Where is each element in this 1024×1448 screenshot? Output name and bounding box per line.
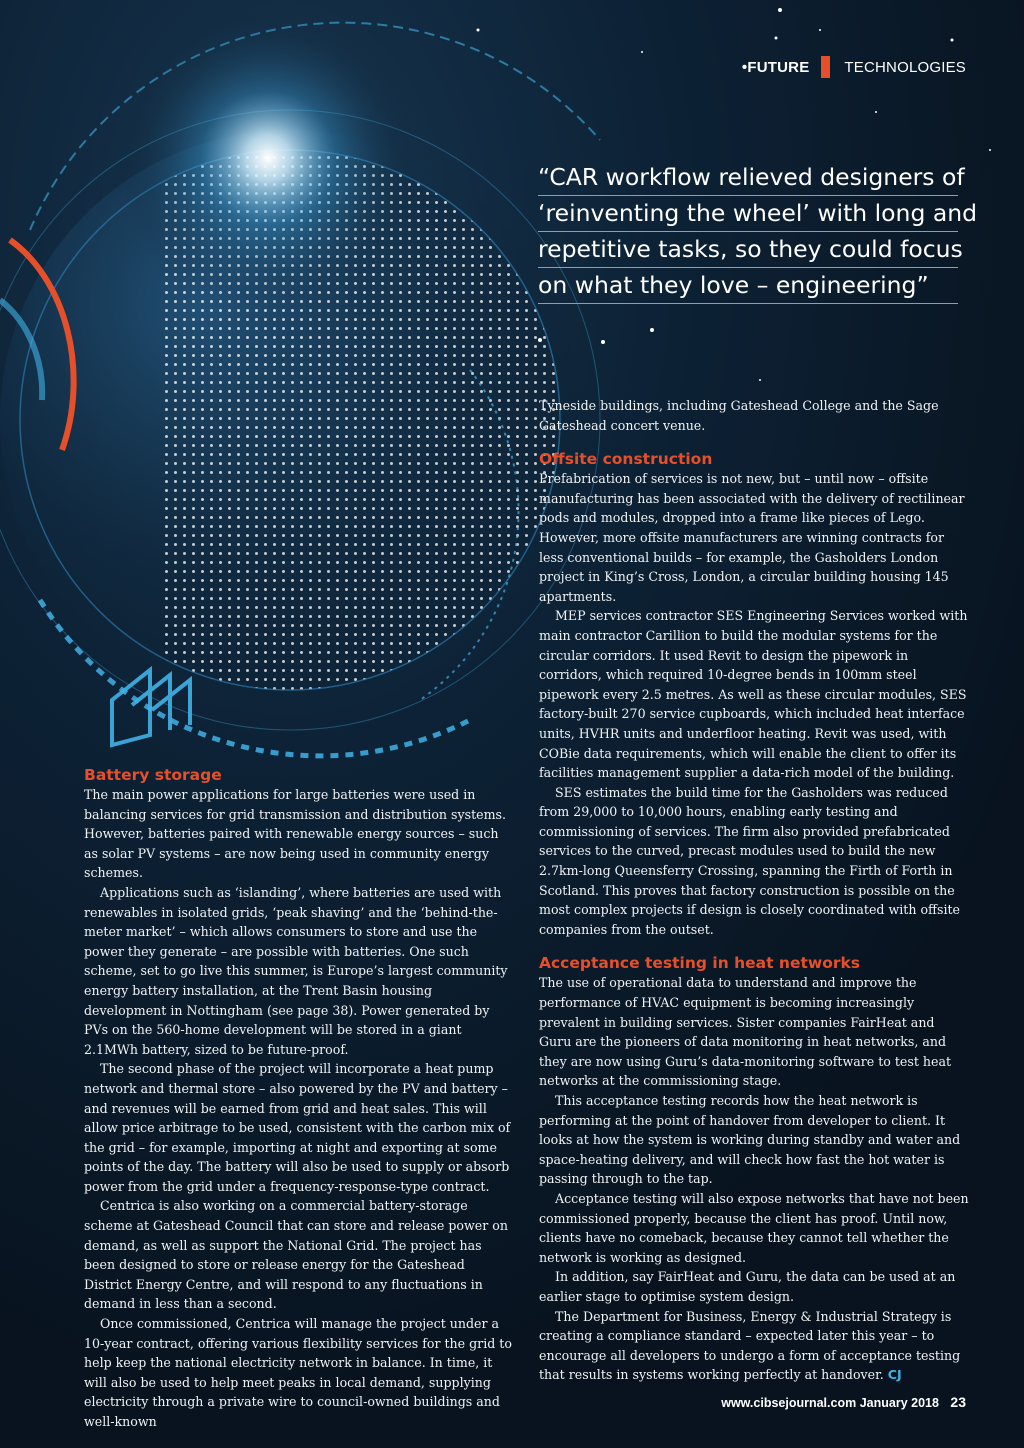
- light-flare: [118, 8, 418, 308]
- body-paragraph: SES estimates the build time for the Gasholders was reduced from 29,000 to 10,000 hours, enabling early testing and commissioning of services. The firm also provided prefabricated services to the curved, precast modules used to build the new 2.7km-long Queensferry Crossing, spanning the Firth of Forth in Scotland. This proves that factory construction is possible on the most complex projects if design is closely coordinated with offsite companies from the outset.: [539, 784, 961, 937]
- subsection-label: TECHNOLOGIES: [844, 58, 966, 76]
- body-paragraph-text: The Department for Business, Energy & Industrial Strategy is creating a compliance standard – expected later this year – to encourage all developers to undergo a form of acceptance testing that results in systems working perfectly at handover.: [539, 1308, 961, 1383]
- body-paragraph: In addition, say FairHeat and Guru, the data can be used at an earlier stage to optimise system design.: [539, 1269, 956, 1304]
- pull-quote-line: ‘reinventing the wheel’ with long and: [538, 196, 958, 232]
- right-column: [539, 396, 969, 1385]
- heading-acceptance-testing: Acceptance testing in heat networks: [539, 954, 861, 973]
- body-paragraph: Prefabrication of services is not new, but – until now – offsite manufacturing has been associated with the delivery of rectilinear pods and modules, dropped into a frame like pieces of Lego. However, more offsite manufacturers are winning contracts for less conventional builds – for example, the Gasholders London project in King’s Cross, London, a circular building housing 145 apartments.: [539, 471, 965, 604]
- left-column: [84, 765, 514, 1432]
- body-paragraph: [539, 1307, 969, 1385]
- body-paragraph: This acceptance testing records how the heat network is performing at the point of handover from developer to client. It looks at how the system is working during standby and water and space-heating delivery, and will check how fast the hot water is passing through to the tap.: [539, 1093, 961, 1187]
- pull-quote: [538, 160, 978, 304]
- body-paragraph: Once commissioned, Centrica will manage the project under a 10-year contract, offering various flexibility services for the grid to help keep the national electricity network in balance. In time, it will also be used to help meet peaks in local demand, supplying electricity through a private wire to council-owned buildings and well-known: [84, 1316, 512, 1429]
- body-paragraph: MEP services contractor SES Engineering Services worked with main contractor Carillion to build the modular systems for the circular corridors. It used Revit to design the pipework in corridors, which required 10-degree bends in 100mm steel pipework every 2.5 metres. As well as these circular modules, SES factory-built 270 service cupboards, which included heat interface units, HVHR units and underfloor heating. Revit was used, with COBie data requirements, which will enable the client to offer its facilities management supplier a data-rich model of the building.: [539, 608, 968, 781]
- author-signoff: CJ: [887, 1367, 902, 1383]
- pull-quote-line: “CAR workflow relieved designers of: [538, 160, 958, 196]
- heading-battery-storage: Battery storage: [84, 766, 222, 784]
- pull-quote-line: on what they love – engineering”: [538, 268, 958, 304]
- section-tag: [742, 56, 966, 78]
- footer-site: www.cibsejournal.com: [721, 1396, 857, 1410]
- footer-date: January 2018: [859, 1396, 939, 1410]
- page-number: 23: [950, 1394, 966, 1410]
- body-paragraph: Applications such as ‘islanding’, where batteries are used with renewables in isolated grids, ‘peak shaving’ and the ‘behind-the-meter market’ – which allows consumers to store and use the power they generate – are possible with batteries. One such scheme, set to go live this summer, is Europe’s largest community energy battery installation, at the Trent Basin housing development in Nottingham (see page 38). Power generated by PVs on the 560-home development will be stored in a giant 2.1MWh battery, sized to be future-proof.: [84, 884, 508, 1057]
- pull-quote-line: repetitive tasks, so they could focus: [538, 232, 958, 268]
- body-paragraph: The second phase of the project will incorporate a heat pump network and thermal store – also powered by the PV and battery – and revenues will be earned from grid and heat sales. This will allow price arbitrage to be used, consistent with the carbon mix of the grid – for example, importing at night and exporting at some points of the day. The battery will also be used to supply or absorb power from the grid under a frequency-response-type contract.: [84, 1061, 511, 1194]
- section-divider: [821, 56, 830, 78]
- body-paragraph: Tyneside buildings, including Gateshead College and the Sage Gateshead concert venue.: [539, 398, 939, 433]
- section-label: •FUTURE: [741, 58, 810, 76]
- page-footer: [721, 1394, 966, 1410]
- body-paragraph: Acceptance testing will also expose networks that have not been commissioned properly, because the client has proof. Until now, clients have no comeback, because they cannot tell whether the network is working as designed.: [539, 1190, 969, 1265]
- body-paragraph: The use of operational data to understand and improve the performance of HVAC equipment is becoming increasingly prevalent in building services. Sister companies FairHeat and Guru are the pioneers of data monitoring in heat networks, and they are now using Guru’s data-monitoring software to test heat networks at the commissioning stage.: [539, 975, 952, 1089]
- body-paragraph: Centrica is also working on a commercial battery-storage scheme at Gateshead Council that can store and release power on demand, as well as support the National Grid. The project has been designed to store or release energy for the Gateshead District Energy Centre, and will respond to any fluctuations in demand in less than a second.: [84, 1198, 508, 1312]
- heading-offsite-construction: Offsite construction: [539, 450, 713, 469]
- body-paragraph: The main power applications for large batteries were used in balancing services for grid transmission and distribution systems. However, batteries paired with renewable energy sources – such as solar PV systems – are now being used in community energy schemes.: [84, 787, 507, 881]
